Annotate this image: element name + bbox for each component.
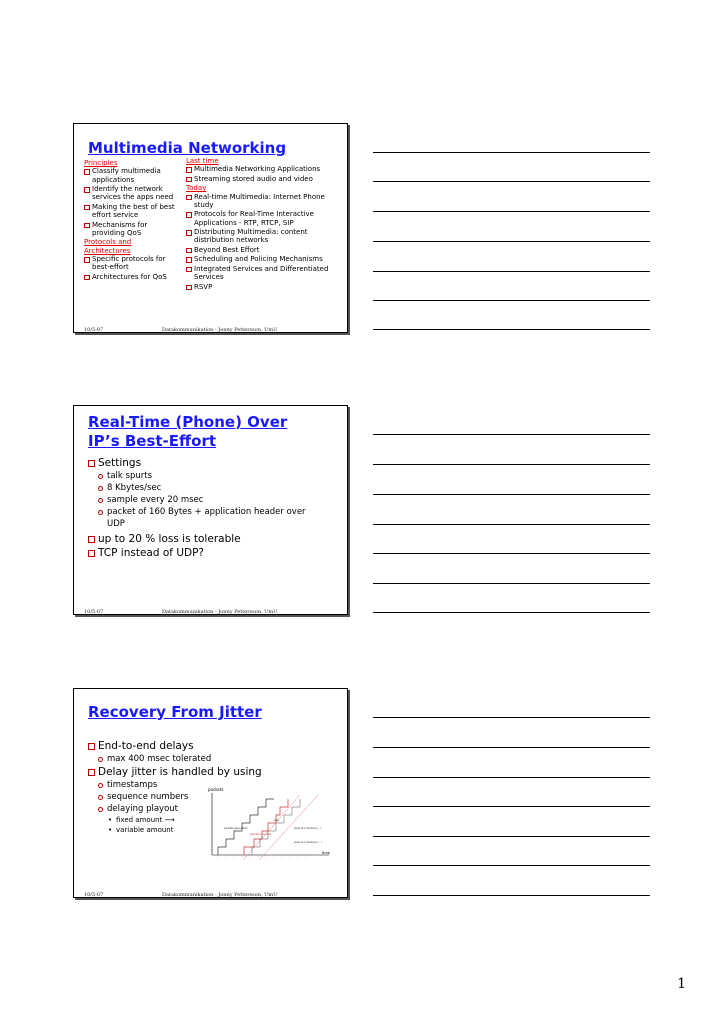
slide-title: Multimedia Networking <box>88 139 287 157</box>
bullet-list <box>88 456 338 560</box>
notes-line <box>373 434 650 435</box>
notes-line <box>373 777 650 778</box>
list-item: TCP instead of UDP? <box>88 546 338 560</box>
arrow-icon: ⟶ <box>164 816 175 824</box>
figure-label-received: packets received <box>250 833 272 836</box>
slide-recovery-from-jitter <box>73 688 348 898</box>
slide-date: 10/5-07 <box>84 327 104 333</box>
notes-line <box>373 583 650 584</box>
list-item: Delay jitter is handled by using <box>88 765 338 779</box>
list-item: Integrated Services and Differentiated Services <box>186 265 338 282</box>
list-item: End-to-end delays <box>88 739 338 753</box>
notes-line <box>373 836 650 837</box>
notes-line <box>373 329 650 330</box>
list-item: sequence numbers <box>98 791 338 803</box>
list-item: Settings <box>88 456 338 470</box>
notes-line <box>373 865 650 866</box>
list-item: max 400 msec tolerated <box>98 753 338 765</box>
figure-label-loss: loss <box>274 819 279 822</box>
figure-y-label: packets <box>208 787 224 792</box>
figure-label-playout-1: playout schedule p - r <box>294 827 322 830</box>
last-time-heading: Last time <box>186 157 219 165</box>
notes-line <box>373 612 650 613</box>
notes-line <box>373 806 650 807</box>
list-item: Protocols for Real-Time Interactive Applications - RTP, RTCP, SIP <box>186 210 338 227</box>
list-item: Beyond Best Effort <box>186 246 338 254</box>
list-item: Multimedia Networking Applications <box>186 165 338 173</box>
slide-multimedia-networking <box>73 123 348 333</box>
agenda-column <box>186 157 338 292</box>
notes-line <box>373 181 650 182</box>
list-item: up to 20 % loss is tolerable <box>88 532 338 546</box>
notes-line <box>373 241 650 242</box>
notes-line <box>373 553 650 554</box>
figure-label-playout-2: playout schedule p' - r <box>294 841 322 844</box>
notes-line <box>373 152 650 153</box>
principles-column <box>84 159 176 282</box>
notes-line <box>373 895 650 896</box>
list-item: • fixed amount ⟶ <box>108 815 338 825</box>
slide-credit: Datakommunikation - Jonny Pettersson, UmU <box>162 892 278 898</box>
principles-heading: Principles <box>84 159 118 167</box>
notes-line <box>373 464 650 465</box>
slide-real-time-phone <box>73 405 348 615</box>
list-item: Specific protocols for best-effort <box>84 255 176 272</box>
playout-staircase-1 <box>252 799 300 855</box>
playout-delay-figure <box>204 785 334 870</box>
list-item: Architectures for QoS <box>84 273 176 281</box>
list-item: Classify multimedia applications <box>84 167 176 184</box>
list-item: Making the best of best effort service <box>84 203 176 220</box>
list-item: sample every 20 msec <box>98 494 338 506</box>
list-item: Scheduling and Policing Mechanisms <box>186 255 338 263</box>
protocols-heading: Protocols and Architectures <box>84 238 132 255</box>
notes-line <box>373 747 650 748</box>
list-item: Identify the network services the apps need <box>84 185 176 202</box>
figure-label-generated: packets generated <box>224 827 248 830</box>
slide-title: Recovery From Jitter <box>88 703 262 721</box>
figure-x-label: time <box>322 851 330 855</box>
list-item: delaying playout <box>98 803 338 815</box>
list-item: Real-time Multimedia: Internet Phone study <box>186 193 338 210</box>
slide-date: 10/5-07 <box>84 892 104 898</box>
today-heading: Today <box>186 184 207 193</box>
list-item: • variable amount <box>108 825 338 835</box>
page-number: 1 <box>677 976 686 992</box>
notes-line <box>373 717 650 718</box>
list-item: packet of 160 Bytes + application header over UDP <box>98 506 317 530</box>
list-item: 8 Kbytes/sec <box>98 482 338 494</box>
list-item: talk spurts <box>98 470 338 482</box>
received-staircase <box>244 799 288 855</box>
slide-credit: Datakommunikation - Jonny Pettersson, UmU <box>162 609 278 615</box>
notes-line <box>373 211 650 212</box>
list-item: Distributing Multimedia: content distribution networks <box>186 228 338 245</box>
notes-line <box>373 271 650 272</box>
list-item: Mechanisms for providing QoS <box>84 221 176 238</box>
list-item: timestamps <box>98 779 338 791</box>
notes-line <box>373 494 650 495</box>
slide-credit: Datakommunikation - Jonny Pettersson, UmU <box>162 327 278 333</box>
slide-title: Real-Time (Phone) Over IP’s Best-Effort <box>88 413 288 450</box>
list-item: RSVP <box>186 283 338 291</box>
list-item: Streaming stored audio and video <box>186 175 338 183</box>
slide-date: 10/5-07 <box>84 609 104 615</box>
notes-line <box>373 524 650 525</box>
notes-line <box>373 300 650 301</box>
